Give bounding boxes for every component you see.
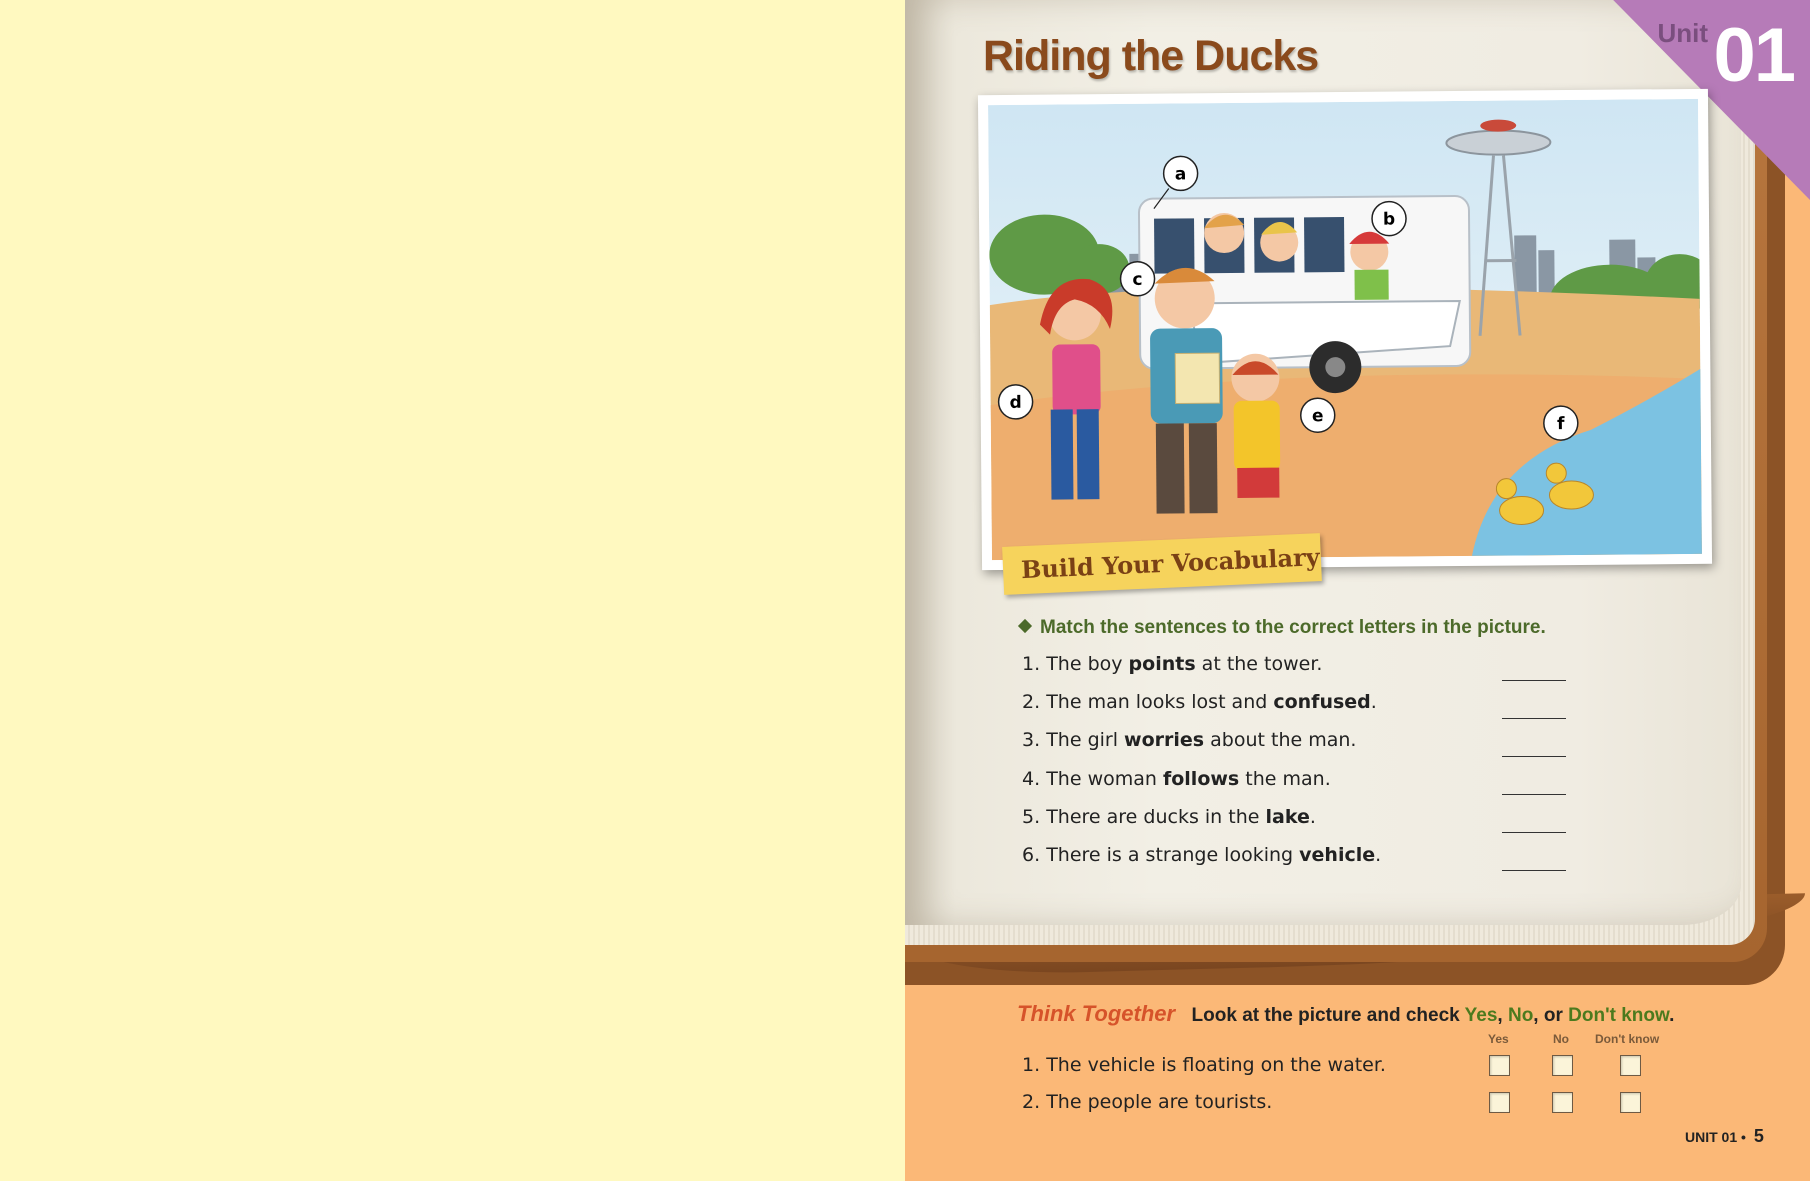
illustration-frame [978,89,1712,570]
picture-label-f [1544,406,1578,440]
label-c-text: c [1132,269,1143,290]
list-item: 1. The boy points at the tower. [1022,653,1323,675]
column-header-no: No [1553,1032,1569,1046]
answer-line-4[interactable] [1502,794,1566,795]
vocab-instruction [1020,617,1546,639]
page-title: Riding the Ducks [983,32,1319,80]
answer-line-2[interactable] [1502,718,1566,719]
picture-label-b [1372,201,1406,235]
table-row: 1. The vehicle is floating on the water. [1022,1054,1386,1076]
list-item: 2. The man looks lost and confused. [1022,691,1377,714]
footer-unit: UNIT 01 [1685,1129,1738,1145]
unit-label: Unit [1657,18,1708,48]
checkbox-q2-dont-know[interactable] [1620,1092,1641,1113]
label-b-text: b [1382,209,1396,230]
think-together-heading [1017,1001,1674,1027]
label-e-text: e [1311,406,1324,427]
list-item: 3. The girl worries about the man. [1022,729,1357,752]
checkbox-q1-dont-know[interactable] [1620,1055,1641,1076]
list-item: 4. The woman follows the man. [1022,767,1331,790]
picture-label-d [998,385,1032,419]
list-item: 6. There is a strange looking vehicle. [1022,843,1382,866]
list-item: 5. There are ducks in the lake. [1022,805,1316,828]
answer-line-3[interactable] [1502,756,1566,757]
diamond-bullet-icon [1018,619,1032,633]
unit-number: 01 [1713,13,1794,98]
think-together-title: Think Together [1017,1001,1176,1026]
answer-line-6[interactable] [1502,870,1566,871]
banner-text: Build Your Vocabulary [1020,542,1321,585]
column-header-yes: Yes [1488,1032,1509,1046]
vocab-sentence-list [1022,653,1582,882]
page-number: 5 [1753,1126,1764,1146]
instruction-text: Match the sentences to the correct letters in the picture. [1040,617,1546,638]
column-header-dont-know: Don't know [1595,1032,1660,1046]
think-together-instruction: Look at the picture and check Yes, No, or Don't know. [1191,1005,1675,1026]
checkbox-q1-yes[interactable] [1489,1055,1510,1076]
label-f-text: f [1557,414,1565,435]
answer-line-1[interactable] [1502,680,1566,681]
checkbox-q1-no[interactable] [1552,1055,1573,1076]
textbook-page [905,0,1810,1181]
table-row: 2. The people are tourists. [1022,1091,1273,1113]
answer-line-5[interactable] [1502,832,1566,833]
label-d-text: d [1009,392,1022,413]
label-a-text: a [1174,164,1187,185]
checkbox-q2-yes[interactable] [1489,1092,1510,1113]
duck-tour-illustration [988,99,1702,560]
page-footer [1685,1126,1764,1147]
checkbox-q2-no[interactable] [1552,1092,1573,1113]
footer-bullet: • [1741,1129,1746,1145]
picture-label-e [1301,398,1335,432]
picture-label-c [1120,262,1154,296]
